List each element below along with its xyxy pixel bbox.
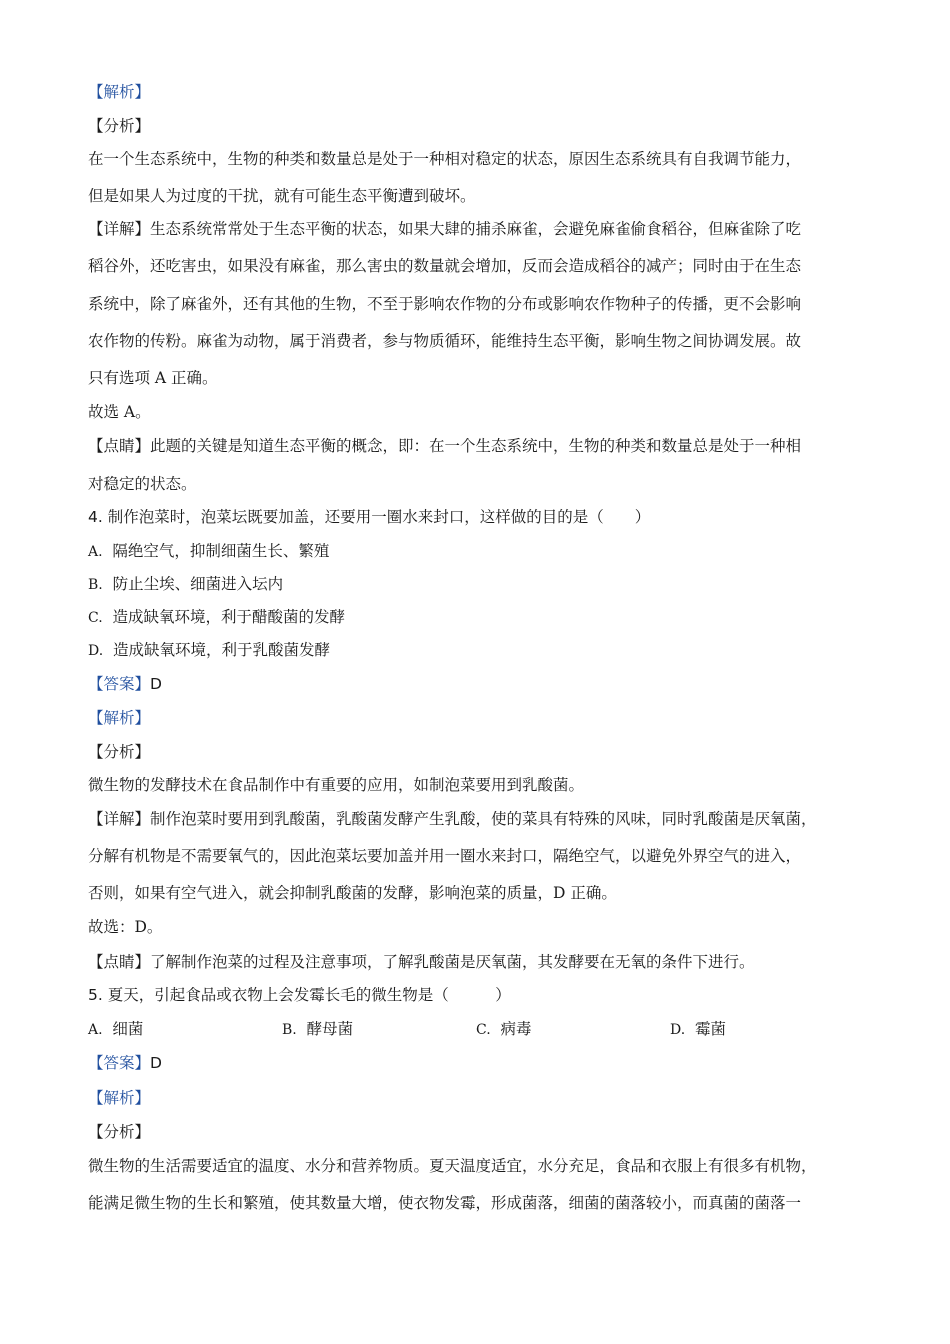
tips-text: 此题的关键是知道生态平衡的概念，即：在一个生态系统中，生物的种类和数量总是处于一种相 [150,437,802,455]
option-item [88,1019,143,1040]
conclusion-text: 故选：D。 [88,918,163,936]
detail-text: 制作泡菜时要用到乳酸菌，乳酸菌发酵产生乳酸，使的菜具有特殊的风味，同时乳酸菌是厌氧菌， [150,810,817,828]
analysis-text: 微生物的生活需要适宜的温度、水分和营养物质。夏天温度适宜，水分充足，食品和衣服上有很多有机物， [88,1157,817,1175]
option-label: A. [88,544,103,560]
section-tag-daan: 【答案】 [88,1054,151,1072]
answer-line [88,674,162,694]
detail-text: 系统中，除了麻雀外，还有其他的生物，不至于影响农作物的分布或影响农作物种子的传播，更不会影响 [88,295,802,313]
option-text: 隔绝空气，抑制细菌生长、繁殖 [112,542,330,560]
section-tag-jiexi: 【解析】 [88,709,151,727]
option-text: 防止尘埃、细菌进入坛内 [112,575,284,593]
section-tag-xiangjie: 【详解】 [88,220,151,238]
option-label: D. [88,643,104,659]
option-label: C. [88,610,103,626]
option-text: 造成缺氧环境，利于乳酸菌发酵 [113,641,331,659]
option-label: D. [670,1022,686,1038]
analysis-text: 微生物的发酵技术在食品制作中有重要的应用，如制泡菜要用到乳酸菌。 [88,776,585,794]
analysis-text: 但是如果人为过度的干扰，就有可能生态平衡遭到破坏。 [88,187,476,205]
option-item [670,1019,726,1040]
option-item [476,1019,532,1040]
tips-paragraph [88,952,755,972]
question-stem [88,507,650,527]
answer-line [88,1053,162,1073]
question-number: 4. [88,508,103,526]
option-item [88,607,345,628]
section-tag-jiexi: 【解析】 [88,83,151,101]
detail-text: 稻谷外，还吃害虫，如果没有麻雀，那么害虫的数量就会增加，反而会造成稻谷的减产；同时由于在生态 [88,257,802,275]
option-item [88,541,329,562]
option-text: 细菌 [112,1020,144,1038]
detail-text: 农作物的传粉。麻雀为动物，属于消费者，参与物质循环，能维持生态平衡，影响生物之间协调发展。故 [88,332,802,350]
section-tag-jiexi: 【解析】 [88,1089,151,1107]
section-tag-dianjing: 【点睛】 [88,953,151,971]
detail-text: 只有选项 A 正确。 [88,369,218,387]
section-tag-fenxi: 【分析】 [88,1123,151,1141]
tips-text: 对稳定的状态。 [88,475,197,493]
analysis-text: 能满足微生物的生长和繁殖，使其数量大增，使衣物发霉，形成菌落，细菌的菌落较小，而真菌的菌落一 [88,1194,802,1212]
option-label: A. [88,1022,103,1038]
option-label: C. [476,1022,491,1038]
question-text: 制作泡菜时，泡菜坛既要加盖，还要用一圈水来封口，这样做的目的是（ ） [102,508,651,526]
answer-value: D [150,675,162,693]
detail-text: 否则，如果有空气进入，就会抑制乳酸菌的发酵，影响泡菜的质量，D 正确。 [88,884,617,902]
detail-paragraph [88,809,817,829]
answer-value: D [150,1054,162,1072]
section-tag-fenxi: 【分析】 [88,743,151,761]
option-label: B. [282,1022,297,1038]
option-item [88,574,283,595]
section-tag-fenxi: 【分析】 [88,117,151,135]
tips-paragraph [88,436,801,456]
detail-text: 生态系统常常处于生态平衡的状态，如果大肆的捕杀麻雀，会避免麻雀偷食稻谷，但麻雀除了吃 [150,220,802,238]
detail-paragraph [88,219,801,239]
detail-text: 分解有机物是不需要氧气的，因此泡菜坛要加盖并用一圈水来封口，隔绝空气，以避免外界空气的进入， [88,847,802,865]
section-tag-daan: 【答案】 [88,675,151,693]
question-number: 5. [88,986,103,1004]
option-label: B. [88,577,103,593]
option-text: 酵母菌 [306,1020,354,1038]
question-text: 夏天，引起食品或衣物上会发霉长毛的微生物是（ ） [102,986,511,1004]
section-tag-xiangjie: 【详解】 [88,810,151,828]
conclusion-text: 故选 A。 [88,403,151,421]
tips-text: 了解制作泡菜的过程及注意事项，了解乳酸菌是厌氧菌，其发酵要在无氧的条件下进行。 [150,953,755,971]
analysis-text: 在一个生态系统中，生物的种类和数量总是处于一种相对稳定的状态，原因生态系统具有自我调节能力， [88,150,802,168]
question-stem [88,985,511,1005]
section-tag-dianjing: 【点睛】 [88,437,151,455]
option-text: 霉菌 [695,1020,727,1038]
option-text: 病毒 [500,1020,532,1038]
option-item [282,1019,353,1040]
option-text: 造成缺氧环境，利于醋酸菌的发酵 [112,608,346,626]
option-item [88,640,330,661]
